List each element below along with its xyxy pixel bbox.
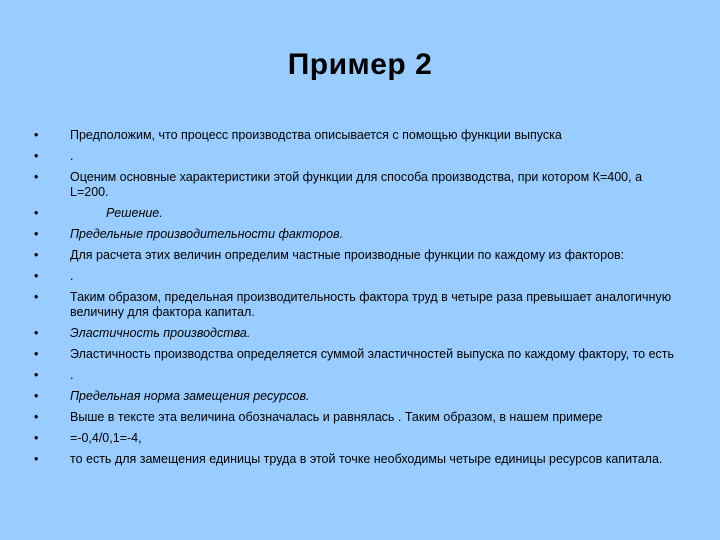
bullet-icon: • [34, 389, 39, 403]
bullet-icon: • [34, 269, 39, 283]
bullet-icon: • [34, 290, 39, 304]
bullet-icon: • [34, 227, 39, 241]
bullet-list [34, 128, 684, 473]
list-item-text: Оценим основные характеристики этой функции для способа производства, при котором К=400, а L=200. [70, 170, 643, 199]
list-item [34, 368, 684, 383]
bullet-icon: • [34, 410, 39, 424]
list-item-text: Решение. [106, 206, 163, 220]
bullet-icon: • [34, 149, 39, 163]
list-item-text: . [70, 269, 74, 283]
list-item-text: . [70, 149, 74, 163]
bullet-icon: • [34, 431, 39, 445]
list-item-text: Предположим, что процесс производства описывается с помощью функции выпуска [70, 128, 562, 142]
list-item [34, 347, 684, 362]
list-item-text: Эластичность производства определяется суммой эластичностей выпуска по каждому фактору, то есть [70, 347, 675, 361]
bullet-icon: • [34, 368, 39, 382]
list-item [34, 431, 684, 446]
bullet-icon: • [34, 452, 39, 466]
list-item-text: Эластичность производства. [70, 326, 251, 340]
list-item-text: . [70, 368, 74, 382]
list-item-text: Предельные производительности факторов. [70, 227, 344, 241]
list-item [34, 290, 684, 320]
list-item-text: то есть для замещения единицы труда в этой точке необходимы четыре единицы ресурсов капитала. [70, 452, 663, 466]
list-item [34, 149, 684, 164]
bullet-icon: • [34, 128, 39, 142]
list-item [34, 452, 684, 467]
list-item [34, 269, 684, 284]
list-item-text: Таким образом, предельная производительность фактора труд в четыре раза превышает аналогичную величину для фактора капитал. [70, 290, 672, 319]
bullet-icon: • [34, 206, 39, 220]
list-item [34, 326, 684, 341]
bullet-icon: • [34, 248, 39, 262]
list-item-text: Выше в тексте эта величина обозначалась и равнялась . Таким образом, в нашем примере [70, 410, 603, 424]
list-item-text: Предельная норма замещения ресурсов. [70, 389, 310, 403]
bullet-icon: • [34, 347, 39, 361]
list-item [34, 389, 684, 404]
list-item [34, 227, 684, 242]
list-item-text: Для расчета этих величин определим частные производные функции по каждому из факторов: [70, 248, 625, 262]
list-item [34, 410, 684, 425]
bullet-icon: • [34, 326, 39, 340]
list-item-text: =-0,4/0,1=-4, [70, 431, 142, 445]
slide-title: Пример 2 [287, 48, 433, 81]
list-item [34, 128, 684, 143]
list-item [34, 170, 684, 200]
list-item [34, 206, 684, 221]
bullet-icon: • [34, 170, 39, 184]
list-item [34, 248, 684, 263]
